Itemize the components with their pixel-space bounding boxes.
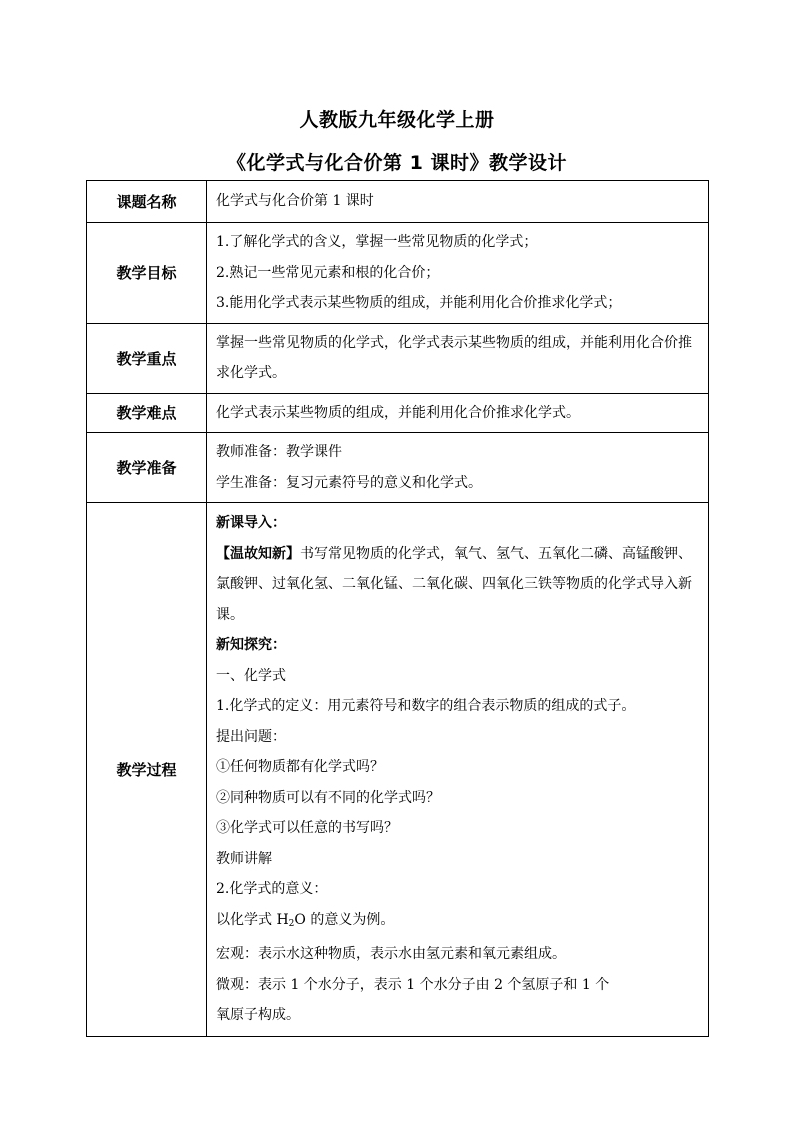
table-row — [87, 323, 709, 393]
page-title: 人教版九年级化学上册 — [299, 109, 495, 131]
question-item: ③化学式可以任意的书写吗？ — [216, 820, 398, 837]
preparation-value — [207, 433, 709, 503]
table-row — [87, 503, 709, 1037]
ask-text: 提出问题： — [216, 728, 286, 745]
page-subtitle: 《化学式与化合价第 1 课时》教学设计 — [227, 152, 567, 174]
process-label: 教学过程 — [87, 503, 207, 1037]
key-points-text: 掌握一些常见物质的化学式，化学式表示某些物质的组成，并能利用化合价推求化学式。 — [216, 334, 692, 381]
key-points-value — [207, 323, 709, 393]
preparation-label: 教学准备 — [87, 433, 207, 503]
table-row — [87, 393, 709, 433]
example-subscript: 2 — [288, 918, 295, 929]
difficulties-label: 教学难点 — [87, 393, 207, 433]
macro-text: 宏观：表示水这种物质，表示水由氢元素和氧元素组成。 — [216, 946, 566, 963]
objective-line: 3.能用化学式表示某些物质的组成，并能利用化合价推求化学式； — [216, 295, 622, 311]
preparation-line: 教师准备：教学课件 — [216, 444, 342, 460]
intro-heading: 新课导入： — [216, 515, 286, 532]
table-row — [87, 181, 709, 223]
difficulties-value — [207, 393, 709, 433]
question-item: ①任何物质都有化学式吗？ — [216, 759, 384, 776]
key-points-label: 教学重点 — [87, 323, 207, 393]
explore-heading: 新知探究： — [216, 637, 286, 654]
teacher-text: 教师讲解 — [216, 850, 272, 867]
topic-value — [207, 181, 709, 223]
definition-text: 1.化学式的定义：用元素符号和数字的组合表示物质的组成的式子。 — [216, 698, 636, 715]
meaning-heading: 2.化学式的意义： — [216, 881, 328, 898]
section-heading: 一、化学式 — [216, 667, 286, 684]
objective-line: 2.熟记一些常见元素和根的化合价； — [216, 264, 440, 281]
example-prefix: 以化学式 H — [216, 911, 289, 928]
micro-text: 微观：表示 1 个水分子，表示 1 个水分子由 2 个氢原子和 1 个 — [216, 976, 610, 993]
table-row — [87, 223, 709, 324]
review-tag: 【温故知新】 — [216, 545, 300, 562]
table-row — [87, 433, 709, 503]
topic-label: 课题名称 — [87, 181, 207, 223]
question-item: ②同种物质可以有不同的化学式吗？ — [216, 789, 440, 806]
example-text — [216, 905, 700, 940]
preparation-line: 学生准备：复习元素符号的意义和化学式。 — [216, 474, 482, 491]
review-paragraph — [216, 539, 700, 631]
lesson-plan-table — [86, 180, 709, 1037]
micro-text-cont: 氧原子构成。 — [216, 1007, 300, 1024]
objective-line: 1.了解化学式的含义，掌握一些常见物质的化学式； — [216, 234, 538, 250]
example-suffix: O 的意义为例。 — [294, 911, 395, 928]
process-value — [207, 503, 709, 1037]
objectives-value — [207, 223, 709, 324]
objectives-label: 教学目标 — [87, 223, 207, 324]
topic-text: 化学式与化合价第 1 课时 — [216, 193, 374, 210]
review-text: 书写常见物质的化学式，氧气、氢气、五氧化二磷、高锰酸钾、氯酸钾、过氧化氢、二氧化锰、二氧化碳、四氧化三铁等物质的化学式导入新课。 — [216, 545, 692, 623]
difficulties-text: 化学式表示某些物质的组成，并能利用化合价推求化学式。 — [216, 404, 580, 421]
